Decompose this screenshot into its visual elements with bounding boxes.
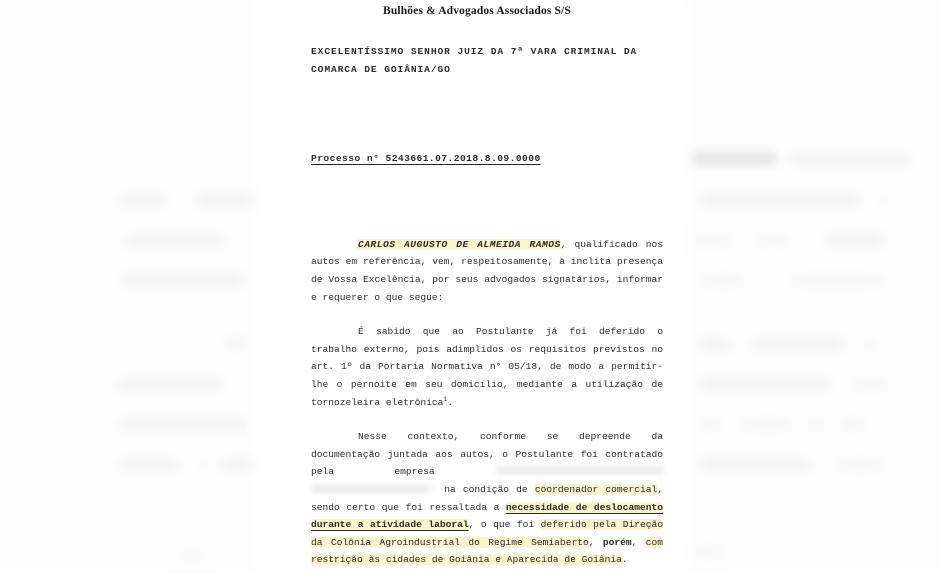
highlight-commute-necessity: necessidade de deslocamento durante a atividade laboral (311, 501, 663, 531)
highlight-job-role: coordenador comercial (534, 483, 658, 495)
background-text-smear (120, 420, 248, 429)
background-text-smear (700, 276, 744, 285)
case-number: Processo n° 5243661.07.2018.8.09.0000 (311, 153, 541, 165)
background-text-smear (196, 196, 268, 205)
document-page (262, 0, 680, 574)
background-text-smear (222, 460, 256, 469)
addressee-line-1: EXCELENTÍSSIMO SENHOR JUIZ DA 7ª VARA CRIMINAL DA (311, 46, 638, 57)
background-text-smear (690, 152, 776, 165)
background-text-smear (752, 340, 844, 349)
case-reference-row (311, 78, 663, 168)
background-text-smear (122, 276, 244, 285)
background-text-smear (180, 552, 206, 560)
paragraph-3-segment-5: , (588, 536, 603, 548)
background-text-smear (700, 420, 722, 429)
redacted-company-name-continued (311, 485, 429, 492)
background-text-smear (126, 236, 224, 245)
highlight-city-restriction: com restrição às cidades de Goiânia e Aparecida de Goiânia (311, 536, 663, 566)
addressee-block (311, 43, 663, 78)
paragraph-3-segment-7: . (621, 554, 628, 566)
paragraph-3-segment-3: , sendo certo que foi ressaltada a (311, 483, 663, 513)
background-text-smear (694, 548, 724, 556)
background-text-smear (120, 460, 178, 469)
paragraph-2-terminator: . (447, 396, 454, 408)
paragraph-2-text: É sabido que ao Postulante já foi deferido o trabalho externo, pois adimplidos os requisitos previstos no art. 1º da Portaria Normativa n° 05/18, de modo a permitir-lhe o pernoite em seu domicílio, mediante a utilização de tornozeleira eletrônica (311, 326, 663, 408)
paragraph-1-text: , qualificado nos autos em referência, vem, respeitosamente, à inclita presença de Vossa Excelência, por seus advogados signatários, informar e requerer o que segue: (311, 238, 663, 303)
background-text-smear (862, 340, 876, 349)
background-text-smear (690, 236, 732, 245)
addressee-line-2: COMARCA DE GOIÂNIA/GO (311, 63, 451, 75)
background-text-smear (826, 236, 884, 245)
background-text-smear (700, 340, 730, 349)
background-text-smear (120, 196, 166, 205)
background-text-smear (700, 460, 810, 469)
background-text-smear (876, 196, 888, 205)
law-firm-letterhead: Bulhões & Advogados Associados S/S (383, 5, 571, 17)
redacted-company-name (497, 467, 663, 474)
paragraph-3-segment-4: , o que foi (468, 519, 541, 531)
background-text-smear (836, 460, 884, 469)
background-text-smear (700, 380, 830, 389)
background-text-smear (840, 420, 866, 429)
paragraph-3-segment-6: , (631, 536, 646, 548)
paragraph-qualification (311, 236, 663, 306)
paragraph-3-segment-1: Nesse contexto, conforme se depreende da documentação juntada aos autos, o Postulante foi contratado pela empresa (311, 431, 663, 478)
background-text-smear (756, 236, 790, 245)
paragraph-employment-context (311, 428, 663, 569)
background-text-smear (790, 155, 910, 164)
party-name: CARLOS AUGUSTO DE ALMEIDA RAMOS (358, 238, 561, 250)
background-text-smear (196, 460, 208, 469)
background-text-smear (790, 276, 886, 285)
background-text-smear (740, 420, 792, 429)
document-content (311, 0, 663, 578)
emphasis-however: porém (602, 536, 632, 548)
background-text-smear (806, 420, 826, 429)
background-text-smear (118, 380, 222, 389)
background-text-smear (852, 380, 888, 389)
paragraph-3-segment-2: na condição de (437, 483, 535, 495)
paragraph-external-work (311, 323, 663, 411)
highlight-authorization: deferido pela Direção da Colônia Agroindustrial do Regime Semiaberto (311, 519, 663, 548)
background-text-smear (224, 338, 248, 349)
background-text-smear (700, 196, 860, 205)
footnote-marker: 1 (443, 395, 448, 403)
